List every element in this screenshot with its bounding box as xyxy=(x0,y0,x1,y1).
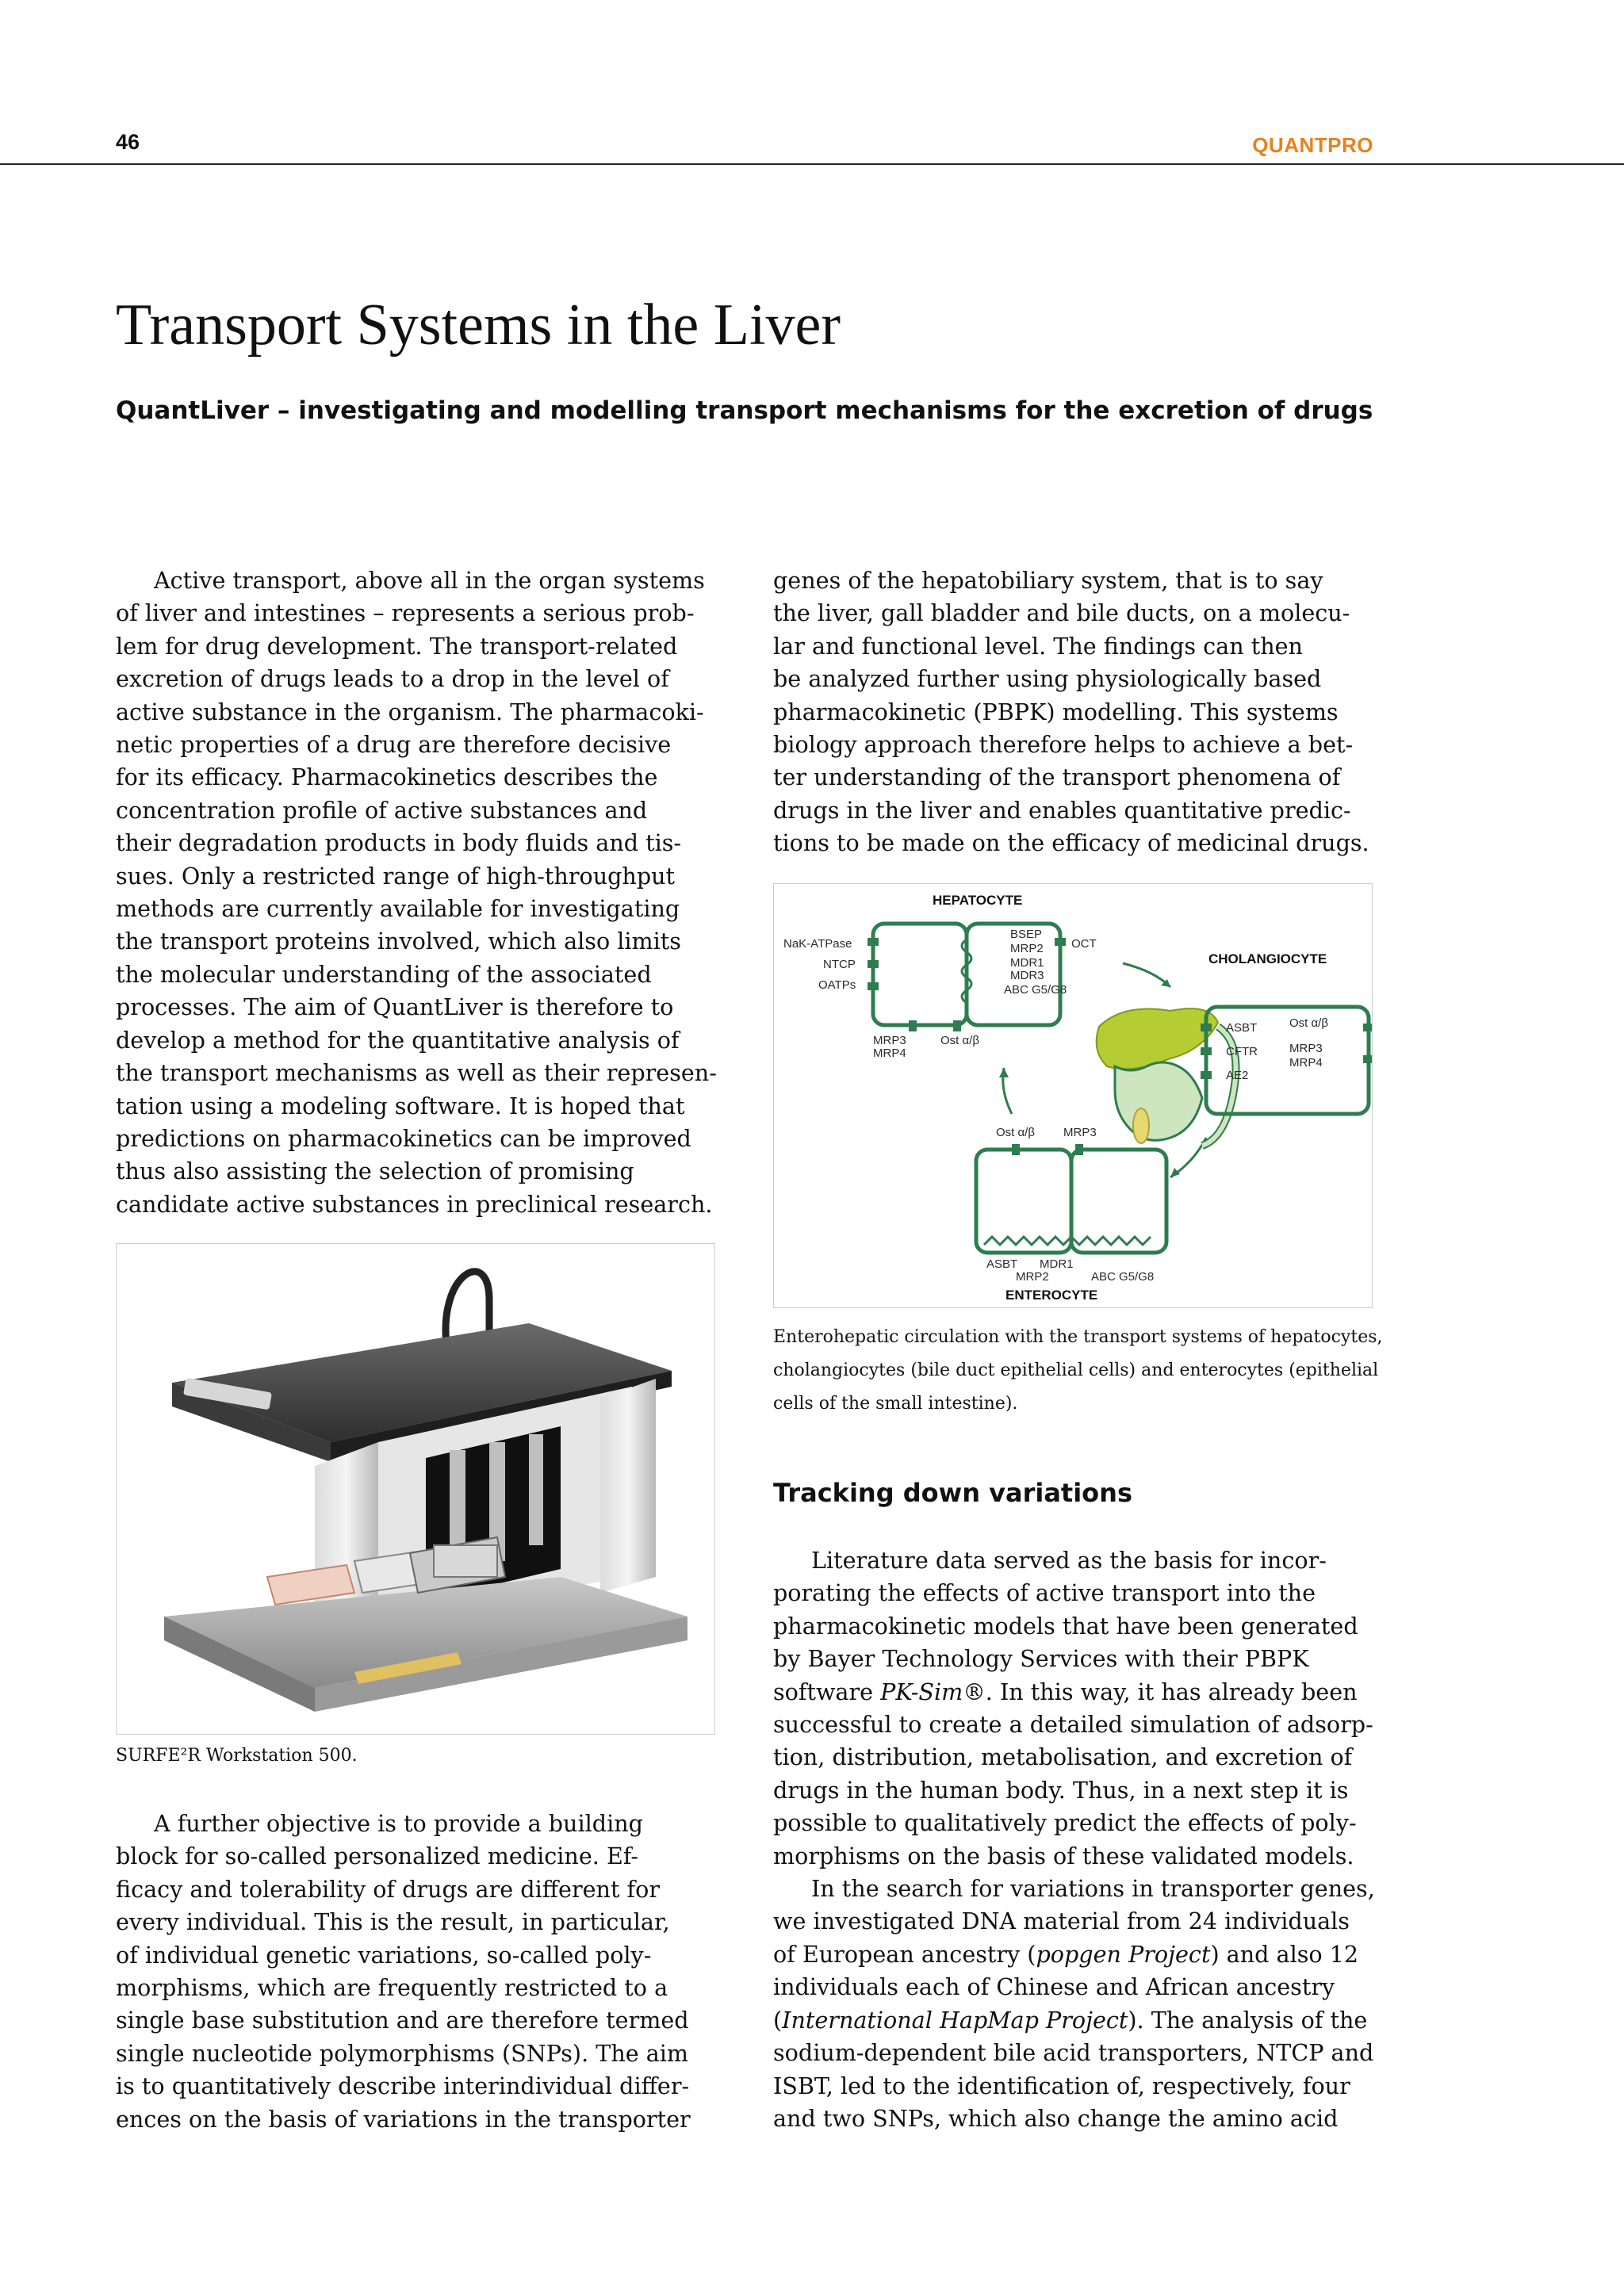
right-column-intro xyxy=(773,564,1376,860)
paragraph-dna-search xyxy=(773,1873,1376,2135)
workstation-illustration xyxy=(117,1244,714,1734)
diagram-label: OCT xyxy=(1071,937,1097,951)
text-line: their degradation products in body fluids and tis- xyxy=(116,829,682,857)
diagram-label: MRP3 xyxy=(873,1034,906,1047)
text-line: excretion of drugs leads to a drop in the level of xyxy=(116,665,669,693)
text-fragment: of European ancestry ( xyxy=(773,1940,1036,1968)
text-line: pharmacokinetic (PBPK) modelling. This systems xyxy=(773,698,1339,725)
diagram-label: Ost α/β xyxy=(996,1126,1035,1139)
text-line: predictions on pharmacokinetics can be improved xyxy=(116,1124,691,1152)
text-line: active substance in the organism. The pharmacoki- xyxy=(116,698,704,725)
text-line: Literature data served as the basis for incor- xyxy=(811,1547,1327,1574)
text-line: sodium-dependent bile acid transporters, NTCP and xyxy=(773,2039,1374,2067)
diagram-label: MRP3 xyxy=(1063,1126,1097,1139)
caption-line: Enterohepatic circulation with the transport systems of hepatocytes, xyxy=(773,1327,1383,1347)
diagram-label: NTCP xyxy=(823,958,856,971)
text-fragment: ). The analysis of the xyxy=(1128,2006,1368,2034)
paragraph-personalized-medicine xyxy=(116,1808,718,2136)
text-line: processes. The aim of QuantLiver is therefore to xyxy=(116,993,674,1021)
text-line: single base substitution and are therefore termed xyxy=(116,2007,689,2034)
diagram-label: MRP4 xyxy=(873,1047,906,1060)
text-line: for its efficacy. Pharmacokinetics describes the xyxy=(116,763,658,791)
text-line: of liver and intestines – represents a serious prob- xyxy=(116,599,695,627)
paragraph-active-transport xyxy=(116,564,718,1221)
text-line: every individual. This is the result, in particular, xyxy=(116,1908,670,1936)
text-line: block for so-called personalized medicine. Ef- xyxy=(116,1843,639,1870)
text-line: morphisms on the basis of these validated models. xyxy=(773,1842,1354,1869)
hepatocyte-label: HEPATOCYTE xyxy=(933,893,1023,908)
liver-intestine-illustration xyxy=(1097,1008,1236,1146)
diagram-label: MDR1 xyxy=(1010,956,1044,970)
diagram-label: ASBT xyxy=(986,1257,1018,1271)
text-line: morphisms, which are frequently restricted to a xyxy=(116,1974,668,2002)
enterocyte-cells xyxy=(976,1144,1166,1253)
cholangiocyte-label: CHOLANGIOCYTE xyxy=(1208,951,1327,966)
text-line: the liver, gall bladder and bile ducts, on a molecu- xyxy=(773,599,1350,627)
text-line: and two SNPs, which also change the amino acid xyxy=(773,2104,1339,2132)
enterocyte-label: ENTEROCYTE xyxy=(1005,1288,1098,1303)
text-line: candidate active substances in preclinical research. xyxy=(116,1190,713,1218)
text-line: the transport proteins involved, which also limits xyxy=(116,928,681,955)
diagram-label: AE2 xyxy=(1226,1069,1249,1082)
caption-line: cells of the small intestine). xyxy=(773,1394,1018,1414)
text-line xyxy=(773,2004,1376,2037)
text-line: pharmacokinetic models that have been generated xyxy=(773,1612,1358,1640)
diagram-label: ASBT xyxy=(1226,1021,1258,1035)
text-line: tation using a modeling software. It is hoped that xyxy=(116,1092,685,1119)
text-line: we investigated DNA material from 24 individuals xyxy=(773,1908,1350,1935)
right-column-variations xyxy=(773,1544,1376,2135)
text-line: the molecular understanding of the associated xyxy=(116,960,652,988)
diagram-label: MRP2 xyxy=(1010,942,1044,955)
text-line: lar and functional level. The findings can then xyxy=(773,632,1303,660)
text-fragment: ( xyxy=(773,2006,783,2034)
caption-line: cholangiocytes (bile duct epithelial cells) and enterocytes (epithelial xyxy=(773,1360,1379,1380)
text-line: tion, distribution, metabolisation, and excretion of xyxy=(773,1743,1353,1771)
enterohepatic-diagram xyxy=(773,883,1373,1308)
text-line xyxy=(773,1938,1376,1971)
text-line: methods are currently available for investigating xyxy=(116,895,680,923)
section-heading: Tracking down variations xyxy=(773,1478,1132,1508)
workstation-photo xyxy=(116,1243,715,1735)
text-line: A further objective is to provide a building xyxy=(154,1810,643,1837)
diagram-label: Ost α/β xyxy=(1289,1016,1328,1030)
header-rule xyxy=(0,163,1624,165)
text-line: ences on the basis of variations in the transporter xyxy=(116,2105,691,2133)
diagram-label: Ost α/β xyxy=(940,1034,979,1047)
software-name: PK-Sim® xyxy=(880,1678,986,1705)
paragraph-literature-data xyxy=(773,1544,1376,1873)
text-line: ISBT, led to the identification of, respectively, four xyxy=(773,2072,1350,2099)
text-line: In the search for variations in transporter genes, xyxy=(811,1875,1375,1903)
text-line: porating the effects of active transport into the xyxy=(773,1579,1316,1607)
transport-systems-figure xyxy=(774,884,1372,1307)
text-line: netic properties of a drug are therefore decisive xyxy=(116,731,672,759)
diagram-label: MRP3 xyxy=(1289,1042,1323,1055)
text-line: single nucleotide polymorphisms (SNPs). The aim xyxy=(116,2039,689,2067)
text-line: ter understanding of the transport phenomena of xyxy=(773,763,1341,791)
text-line: sues. Only a restricted range of high-throughput xyxy=(116,862,676,890)
text-line: develop a method for the quantitative analysis of xyxy=(116,1026,680,1054)
diagram-label: NaK-ATPase xyxy=(783,937,852,951)
diagram-caption xyxy=(773,1321,1383,1421)
text-line: genes of the hepatobiliary system, that is to say xyxy=(773,567,1323,594)
diagram-label: ABC G5/G8 xyxy=(1091,1270,1155,1284)
text-fragment: . In this way, it has already been xyxy=(985,1678,1358,1705)
text-fragment: ) and also 12 xyxy=(1210,1940,1359,1968)
diagram-label: CFTR xyxy=(1226,1045,1258,1058)
text-line: thus also assisting the selection of promising xyxy=(116,1158,634,1185)
text-line: drugs in the liver and enables quantitative predic- xyxy=(773,796,1351,824)
text-line: the transport mechanisms as well as their represen- xyxy=(116,1059,717,1087)
text-line: drugs in the human body. Thus, in a next step it is xyxy=(773,1776,1349,1804)
text-fragment: software xyxy=(773,1678,881,1705)
page-title: Transport Systems in the Liver xyxy=(116,293,841,358)
text-line: tions to be made on the efficacy of medicinal drugs. xyxy=(773,829,1369,857)
text-line: be analyzed further using physiologically based xyxy=(773,665,1322,693)
photo-caption: SURFE²R Workstation 500. xyxy=(116,1746,358,1766)
page-subtitle: QuantLiver – investigating and modelling transport mechanisms for the excretion of drugs xyxy=(116,396,1373,425)
text-line: of individual genetic variations, so-called poly- xyxy=(116,1941,652,1969)
project-name: International HapMap Project xyxy=(782,2006,1128,2034)
diagram-label: BSEP xyxy=(1010,928,1043,941)
diagram-label: OATPs xyxy=(818,978,856,992)
text-line: concentration profile of active substances and xyxy=(116,796,648,824)
text-line xyxy=(773,1676,1376,1709)
diagram-label: MDR3 xyxy=(1010,969,1044,982)
diagram-label: ABC G5/G8 xyxy=(1004,983,1067,997)
diagram-label: MRP4 xyxy=(1289,1056,1323,1070)
diagram-label: MRP2 xyxy=(1016,1270,1049,1284)
left-column-intro xyxy=(116,564,718,1221)
project-name: popgen Project xyxy=(1036,1940,1211,1968)
text-line: possible to qualitatively predict the effects of poly- xyxy=(773,1809,1357,1837)
paragraph-hepatobiliary xyxy=(773,564,1376,860)
text-line: by Bayer Technology Services with their PBPK xyxy=(773,1645,1309,1673)
text-line: is to quantitatively describe interindividual differ- xyxy=(116,2072,690,2100)
text-line: biology approach therefore helps to achieve a bet- xyxy=(773,731,1354,759)
text-line: individuals each of Chinese and African ancestry xyxy=(773,1973,1335,2001)
running-head: QUANTPRO xyxy=(1252,133,1373,157)
diagram-label: MDR1 xyxy=(1040,1257,1074,1271)
text-line: Active transport, above all in the organ systems xyxy=(154,567,705,594)
page-number: 46 xyxy=(116,130,140,154)
text-line: ficacy and tolerability of drugs are different for xyxy=(116,1875,661,1903)
left-column-objective xyxy=(116,1808,718,2136)
text-line: successful to create a detailed simulation of adsorp- xyxy=(773,1711,1373,1739)
text-line: lem for drug development. The transport-related xyxy=(116,632,678,660)
